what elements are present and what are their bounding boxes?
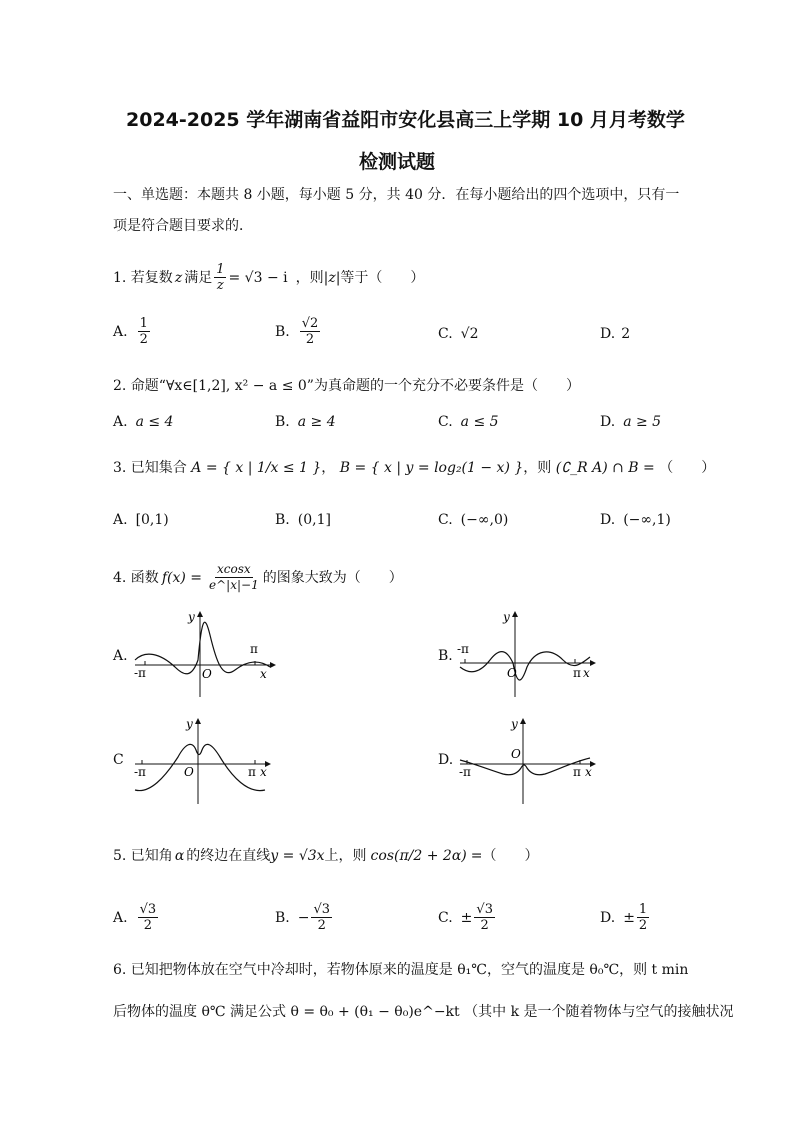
q1-post-a: ，则 — [295, 269, 324, 286]
label-origin: O — [511, 747, 521, 761]
section-header: 一、单选题：本题共 8 小题，每小题 5 分，共 40 分．在每小题给出的四个选项中，只有一 — [113, 187, 680, 203]
q1-option-a — [113, 316, 152, 347]
label-pi: π — [248, 765, 256, 779]
q4-option-d-label: D. — [438, 752, 454, 768]
y-axis-arrow-icon — [512, 611, 518, 617]
frac-den: 2 — [143, 918, 152, 933]
x-axis-arrow-icon — [270, 662, 276, 668]
question-6-line2: 后物体的温度 θ℃ 满足公式 θ = θ₀ + (θ₁ − θ₀)e^−kt （其中 k 是一个随着物体与空气的接触状况 — [113, 1004, 734, 1020]
page-title: 2024-2025 学年湖南省益阳市安化县高三上学期 10 月月考数学 — [126, 109, 685, 131]
q4-graph-a — [130, 605, 280, 700]
q3-stem-a: 3. 已知集合 — [113, 460, 187, 476]
q3-expr: (∁_R A) ∩ B = — [555, 460, 655, 476]
option-label: B. — [275, 512, 290, 528]
q1-rhs: = √3 − i — [228, 269, 288, 286]
option-label: C. — [438, 512, 453, 528]
label-neg-pi: -π — [457, 642, 469, 656]
frac-num: √3 — [476, 902, 493, 917]
q2-option-c — [438, 414, 499, 430]
q4-stem-a: 4. 函数 — [113, 569, 159, 586]
label-origin: O — [184, 765, 194, 779]
option-label: D. — [600, 909, 616, 926]
q1-post-b: 等于（ ） — [340, 269, 425, 286]
option-text: (−∞,0) — [460, 512, 509, 528]
option-text: a ≥ 4 — [297, 414, 336, 430]
q1-z: z — [174, 269, 183, 286]
question-3-stem — [113, 458, 715, 478]
q5-option-b — [275, 902, 334, 933]
option-frac — [637, 902, 649, 933]
option-text: a ≤ 5 — [460, 414, 499, 430]
question-1-stem — [113, 262, 424, 293]
q1-option-d — [600, 326, 630, 342]
q1-b-frac — [300, 316, 321, 347]
option-text: [0,1) — [135, 512, 169, 528]
option-label: A. — [113, 414, 128, 430]
label-pi: π — [573, 765, 581, 779]
y-axis-arrow-icon — [195, 718, 201, 724]
q3-option-a — [113, 512, 169, 528]
option-sign: ± — [460, 909, 473, 926]
q1-pre: 1. 若复数 — [113, 269, 173, 286]
q5-stem-c: 上，则 — [324, 848, 367, 864]
label-y: y — [186, 717, 193, 731]
question-5-stem — [113, 846, 538, 866]
curve — [460, 758, 590, 775]
q4-fx: f(x) = — [161, 569, 202, 586]
option-label: C. — [438, 909, 453, 926]
label-x: x — [260, 765, 267, 779]
option-label: C. — [438, 414, 453, 430]
q3-set-b: B = { x | y = log₂(1 − x) } — [339, 460, 524, 476]
q3-option-b — [275, 512, 331, 528]
label-y: y — [188, 610, 195, 624]
q4-frac-den: e^|x|−1 — [209, 578, 259, 592]
section-header-line2: 项是符合题目要求的． — [113, 218, 253, 234]
frac-den: 2 — [139, 332, 148, 347]
label-x: x — [585, 765, 592, 779]
q5-stem-b: 的终边在直线 — [186, 848, 271, 864]
q5-option-d — [600, 902, 651, 933]
q3-stem-c: ，则 — [523, 460, 552, 476]
option-text: a ≤ 4 — [135, 414, 174, 430]
frac-num: √2 — [301, 316, 319, 331]
label-y: y — [511, 717, 518, 731]
q2-option-b — [275, 414, 336, 430]
option-label: A. — [113, 323, 128, 340]
q1-mid: 满足 — [184, 269, 213, 286]
q1-option-c — [438, 326, 479, 342]
q4-option-b-label: B. — [438, 648, 453, 664]
label-pi: π — [573, 666, 581, 680]
label-origin: O — [202, 667, 212, 681]
q5-option-a — [113, 902, 160, 933]
frac-num: 1 — [638, 902, 648, 917]
label-neg-pi: -π — [134, 765, 146, 779]
option-label: C. — [438, 326, 453, 342]
q2-option-d — [600, 414, 661, 430]
q3-set-a: A = { x | 1/x ≤ 1 } — [191, 460, 322, 476]
label-y: y — [503, 610, 510, 624]
q3-option-c — [438, 512, 508, 528]
y-axis-arrow-icon — [197, 611, 203, 617]
option-label: B. — [275, 414, 290, 430]
label-neg-pi: -π — [134, 666, 146, 680]
label-pi: π — [250, 642, 258, 656]
q1-fraction — [214, 262, 226, 293]
q4-stem-b: 的图象大致为（ ） — [262, 569, 403, 586]
frac-den: 2 — [305, 332, 315, 347]
label-origin: O — [507, 666, 517, 680]
option-label: A. — [113, 909, 128, 926]
y-axis-arrow-icon — [520, 718, 526, 724]
q3-stem-d: （ ） — [659, 460, 716, 476]
page-title-line2: 检测试题 — [359, 151, 436, 173]
option-sign: ± — [623, 909, 635, 926]
q4-graph-b — [455, 605, 605, 700]
q4-option-a-label: A. — [113, 648, 128, 664]
q5-alpha: α — [174, 848, 185, 864]
option-text: a ≥ 5 — [623, 414, 662, 430]
question-2-stem: 2. 命题“∀x∈[1,2], x² − a ≤ 0”为真命题的一个充分不必要条件是（ ） — [113, 378, 580, 394]
q1-frac-den: z — [216, 278, 224, 293]
option-label: D. — [600, 414, 616, 430]
option-text: (−∞,1) — [623, 512, 671, 528]
option-label: D. — [600, 512, 616, 528]
option-frac — [474, 902, 495, 933]
q1-a-frac — [138, 316, 150, 347]
q3-option-d — [600, 512, 671, 528]
q1-absz: |z| — [323, 269, 341, 286]
q2-option-a — [113, 414, 173, 430]
q1-option-b — [275, 316, 322, 347]
option-label: B. — [275, 909, 290, 926]
q5-option-c — [438, 902, 497, 933]
frac-num: √3 — [313, 902, 331, 917]
question-4-stem — [113, 562, 403, 593]
q4-graph-c — [130, 712, 280, 807]
q5-expr: cos(π/2 + 2α) — [370, 848, 467, 864]
q5-stem-d: =（ ） — [470, 848, 539, 864]
q4-graph-d — [455, 712, 605, 807]
curve — [460, 652, 590, 680]
q3-stem-b: ， — [321, 460, 336, 476]
frac-den: 2 — [480, 918, 489, 933]
question-6-line1: 6. 已知把物体放在空气中冷却时，若物体原来的温度是 θ₁℃，空气的温度是 θ₀℃，则 t min — [113, 962, 689, 978]
option-label: A. — [113, 512, 128, 528]
q5-line: y = √3x — [270, 848, 325, 864]
frac-den: 2 — [638, 918, 648, 933]
option-text: √2 — [460, 326, 479, 342]
option-label: B. — [275, 323, 290, 340]
frac-num: √3 — [139, 902, 157, 917]
option-sign: − — [297, 909, 310, 926]
q4-option-c-label: C — [113, 752, 124, 768]
curve — [135, 744, 265, 790]
option-frac — [138, 902, 159, 933]
frac-den: 2 — [317, 918, 326, 933]
label-x: x — [260, 667, 267, 681]
q1-frac-num: 1 — [216, 262, 225, 277]
label-x: x — [583, 666, 590, 680]
option-label: D. — [600, 326, 616, 342]
option-frac — [311, 902, 332, 933]
option-text: 2 — [621, 326, 631, 342]
q4-frac-num: xcosx — [217, 562, 251, 576]
label-neg-pi: -π — [459, 765, 471, 779]
q5-stem-a: 5. 已知角 — [113, 848, 173, 864]
q4-fraction — [207, 562, 261, 593]
x-axis-arrow-icon — [590, 660, 596, 666]
option-text: (0,1] — [297, 512, 331, 528]
frac-num: 1 — [139, 316, 148, 331]
